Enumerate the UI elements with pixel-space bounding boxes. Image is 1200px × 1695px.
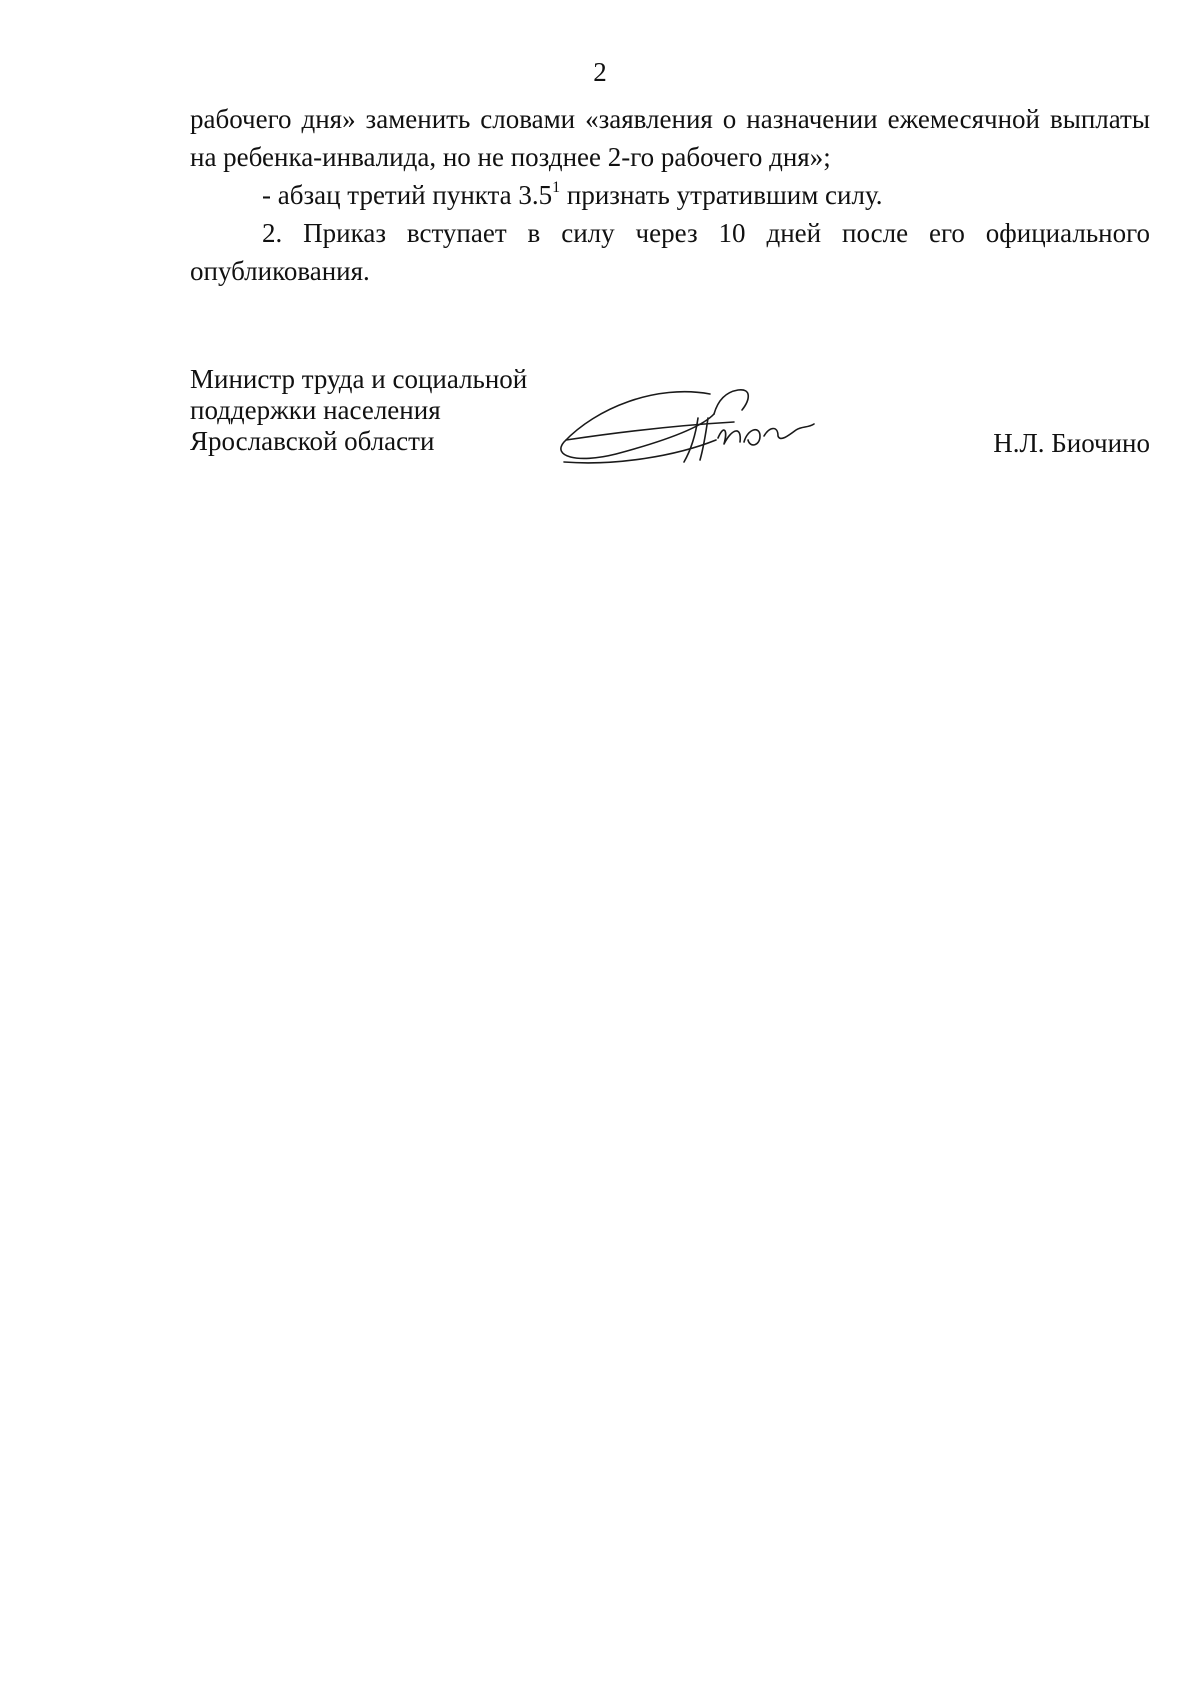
signatory-title bbox=[190, 364, 570, 457]
paragraph-abzac-repeal bbox=[190, 176, 1150, 214]
paragraph-entry-into-force: 2. Приказ вступает в силу через 10 дней после его официального опубликования. bbox=[190, 218, 1150, 286]
document-body bbox=[190, 100, 1150, 290]
page-number: 2 bbox=[593, 57, 607, 87]
signatory-title-line-2: поддержки населения bbox=[190, 395, 441, 425]
signature-icon bbox=[556, 370, 826, 475]
signatory-name: Н.Л. Биочино bbox=[993, 428, 1150, 458]
signatory-title-line-1: Министр труда и социальной bbox=[190, 364, 528, 394]
paragraph-abzac-repeal-text: - абзац третий пункта 3.5 bbox=[262, 180, 553, 210]
superscript-index: 1 bbox=[552, 179, 561, 196]
paragraph-amendment-words: рабочего дня» заменить словами «заявления о назначении ежемесячной выплаты на ребенка-инвалида, но не позднее 2-го рабочего дня»; bbox=[190, 104, 1150, 172]
signatory-title-line-3: Ярославской области bbox=[190, 426, 435, 456]
paragraph-abzac-repeal-tail: признать утратившим силу. bbox=[560, 180, 883, 210]
